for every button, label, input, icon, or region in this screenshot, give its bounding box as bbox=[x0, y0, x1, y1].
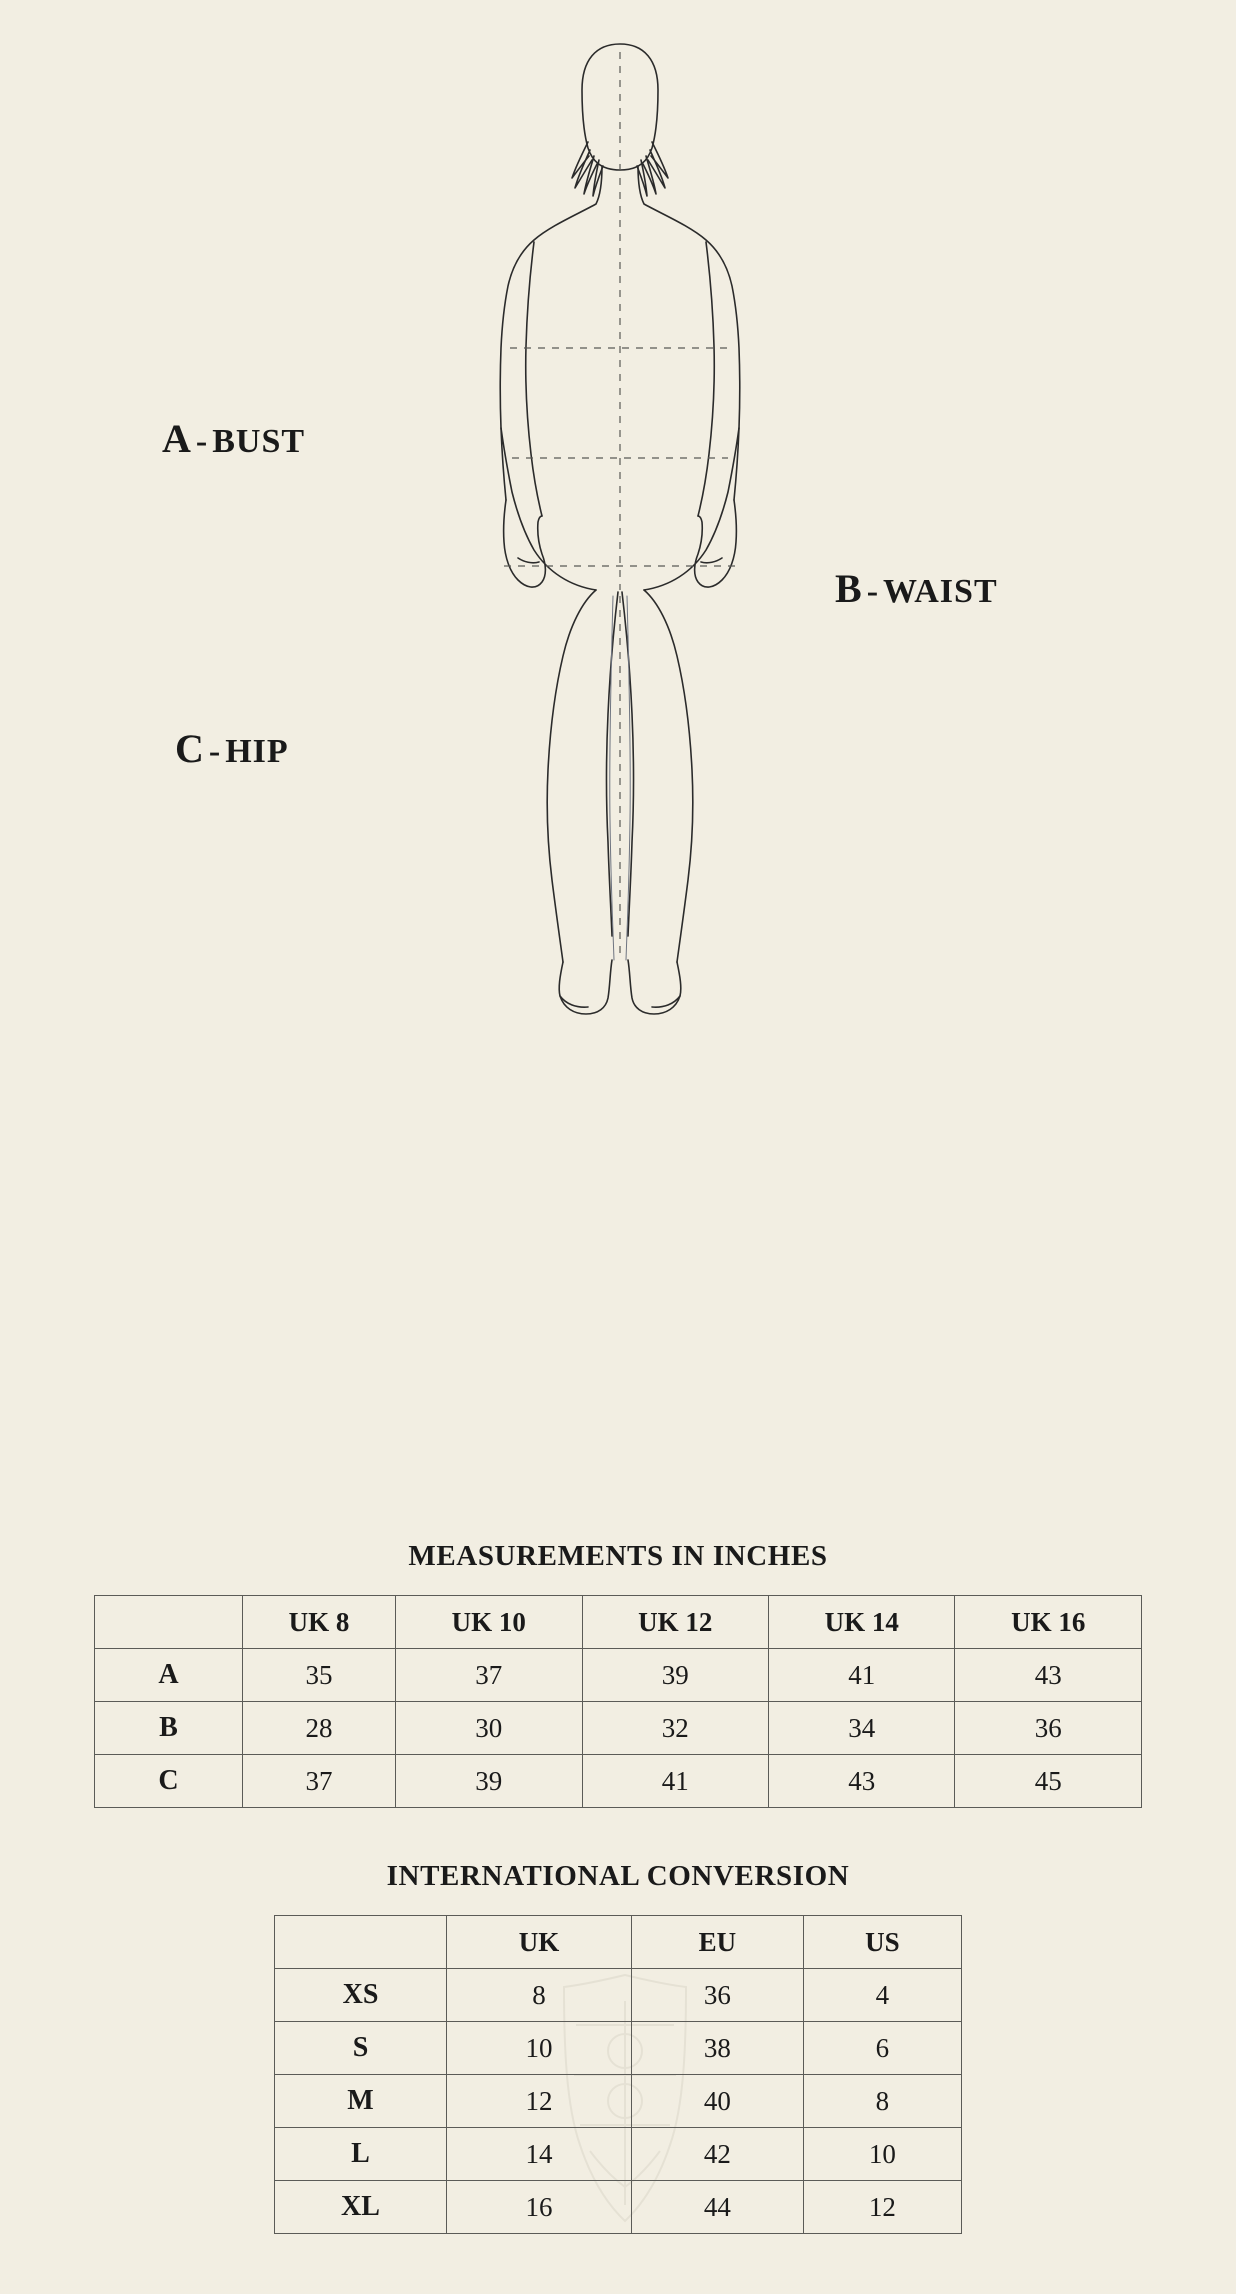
conversion-xs-uk: 8 bbox=[447, 1969, 632, 2022]
measurements-b-uk8: 28 bbox=[243, 1702, 396, 1755]
table-header-row bbox=[95, 1596, 1142, 1649]
conversion-corner-cell bbox=[275, 1916, 447, 1969]
table-row bbox=[275, 2181, 962, 2234]
measurements-col-uk14: UK 14 bbox=[769, 1596, 955, 1649]
measurements-col-uk12: UK 12 bbox=[582, 1596, 768, 1649]
conversion-row-s-label: S bbox=[275, 2022, 447, 2075]
measurements-c-uk10: 39 bbox=[396, 1755, 582, 1808]
measurements-col-uk10: UK 10 bbox=[396, 1596, 582, 1649]
conversion-row-xs-label: XS bbox=[275, 1969, 447, 2022]
callout-waist-dash: - bbox=[866, 573, 879, 610]
conversion-col-us: US bbox=[803, 1916, 961, 1969]
measurements-section bbox=[0, 1540, 1236, 1808]
table-row bbox=[95, 1702, 1142, 1755]
conversion-row-xl-label: XL bbox=[275, 2181, 447, 2234]
callout-bust-label: BUST bbox=[212, 423, 306, 460]
measurements-table bbox=[94, 1595, 1142, 1808]
table-row bbox=[275, 2075, 962, 2128]
table-row bbox=[275, 1969, 962, 2022]
measurements-c-uk14: 43 bbox=[769, 1755, 955, 1808]
conversion-row-m-label: M bbox=[275, 2075, 447, 2128]
callout-hip bbox=[175, 725, 289, 772]
measurements-a-uk16: 43 bbox=[955, 1649, 1142, 1702]
table-header-row bbox=[275, 1916, 962, 1969]
measurements-c-uk8: 37 bbox=[243, 1755, 396, 1808]
measurements-row-c-label: C bbox=[95, 1755, 243, 1808]
callout-waist-letter: B bbox=[835, 566, 863, 611]
conversion-m-uk: 12 bbox=[447, 2075, 632, 2128]
measurements-row-b-label: B bbox=[95, 1702, 243, 1755]
conversion-m-us: 8 bbox=[803, 2075, 961, 2128]
callout-bust bbox=[162, 415, 305, 462]
conversion-row-l-label: L bbox=[275, 2128, 447, 2181]
measurements-c-uk12: 41 bbox=[582, 1755, 768, 1808]
conversion-xs-eu: 36 bbox=[631, 1969, 803, 2022]
measurements-corner-cell bbox=[95, 1596, 243, 1649]
conversion-l-uk: 14 bbox=[447, 2128, 632, 2181]
conversion-xl-us: 12 bbox=[803, 2181, 961, 2234]
table-row bbox=[95, 1755, 1142, 1808]
female-body-diagram bbox=[400, 30, 840, 1030]
table-row bbox=[275, 2128, 962, 2181]
conversion-title: INTERNATIONAL CONVERSION bbox=[386, 1860, 850, 1892]
conversion-s-uk: 10 bbox=[447, 2022, 632, 2075]
measurements-b-uk12: 32 bbox=[582, 1702, 768, 1755]
measurements-a-uk8: 35 bbox=[243, 1649, 396, 1702]
conversion-s-eu: 38 bbox=[631, 2022, 803, 2075]
callout-bust-letter: A bbox=[162, 416, 192, 461]
measurements-c-uk16: 45 bbox=[955, 1755, 1142, 1808]
conversion-m-eu: 40 bbox=[631, 2075, 803, 2128]
measurements-col-uk8: UK 8 bbox=[243, 1596, 396, 1649]
conversion-xl-uk: 16 bbox=[447, 2181, 632, 2234]
conversion-l-eu: 42 bbox=[631, 2128, 803, 2181]
measurements-title: MEASUREMENTS IN INCHES bbox=[408, 1540, 828, 1572]
measurements-row-a-label: A bbox=[95, 1649, 243, 1702]
conversion-xs-us: 4 bbox=[803, 1969, 961, 2022]
conversion-l-us: 10 bbox=[803, 2128, 961, 2181]
callout-waist-label: WAIST bbox=[883, 573, 998, 610]
measurements-a-uk14: 41 bbox=[769, 1649, 955, 1702]
conversion-section bbox=[0, 1860, 1236, 2234]
measurements-col-uk16: UK 16 bbox=[955, 1596, 1142, 1649]
measurements-a-uk12: 39 bbox=[582, 1649, 768, 1702]
callout-hip-label: HIP bbox=[225, 733, 289, 770]
callout-hip-letter: C bbox=[175, 726, 205, 771]
conversion-col-uk: UK bbox=[447, 1916, 632, 1969]
table-row bbox=[95, 1649, 1142, 1702]
callout-waist bbox=[835, 565, 998, 612]
measurements-a-uk10: 37 bbox=[396, 1649, 582, 1702]
measurements-b-uk10: 30 bbox=[396, 1702, 582, 1755]
table-row bbox=[275, 2022, 962, 2075]
conversion-col-eu: EU bbox=[631, 1916, 803, 1969]
measurements-b-uk14: 34 bbox=[769, 1702, 955, 1755]
callout-hip-dash: - bbox=[208, 733, 221, 770]
conversion-xl-eu: 44 bbox=[631, 2181, 803, 2234]
measurements-b-uk16: 36 bbox=[955, 1702, 1142, 1755]
callout-bust-dash: - bbox=[195, 423, 208, 460]
conversion-table bbox=[274, 1915, 962, 2234]
conversion-s-us: 6 bbox=[803, 2022, 961, 2075]
